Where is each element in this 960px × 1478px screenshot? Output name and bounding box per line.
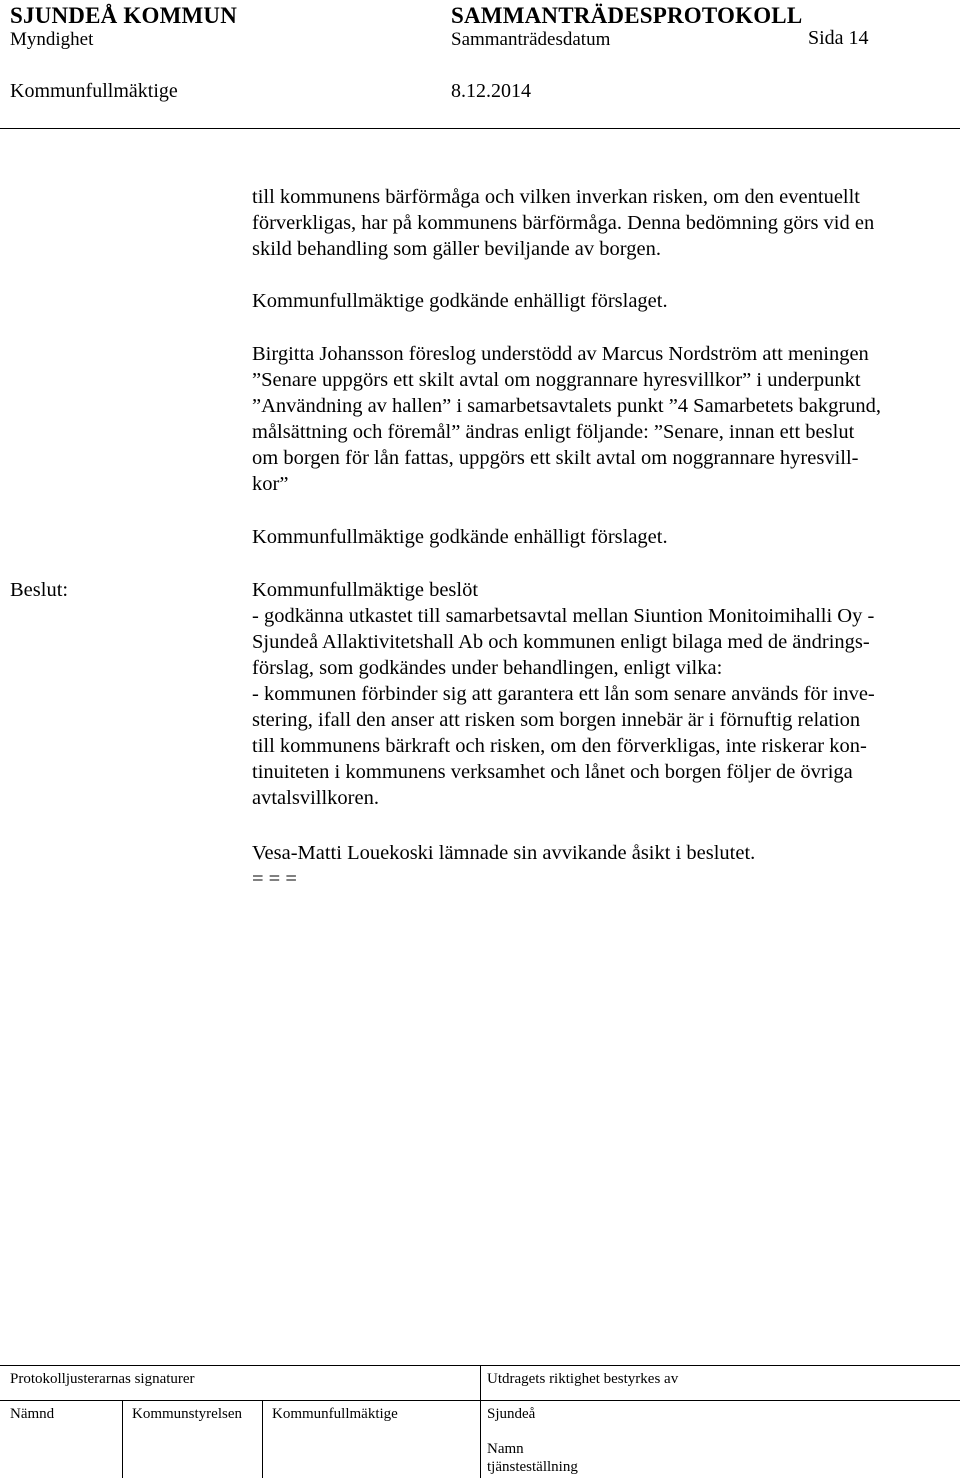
text-line: förverkligas, har på kommunens bärförmåga. Denna bedömning görs vid en [252,212,875,234]
text-line: ”Användning av hallen” i samarbetsavtalets punkt ”4 Samarbetets bakgrund, [252,395,882,417]
page-number: Sida 14 [808,27,869,49]
text-line: avtalsvillkoren. [252,787,379,809]
authority-name: Kommunfullmäktige [10,80,178,102]
footer-col-namnd: Nämnd [10,1406,55,1422]
decision-text [252,577,952,811]
text-line: Birgitta Johansson föreslog understödd av Marcus Nordström att meningen [252,343,869,365]
end-mark: = = = [252,868,297,890]
text-line: tinuiteten i kommunens verksamhet och lånet och borgen följer de övriga [252,761,853,783]
text-line: till kommunens bärkraft och risken, om den förverkligas, inte riskerar kon- [252,735,867,757]
text-line: - kommunen förbinder sig att garantera ett lån som senare används för inve- [252,683,875,705]
text-line: till kommunens bärförmåga och vilken inverkan risken, om den eventuellt [252,186,861,208]
footer-center-divider [480,1365,481,1478]
footer-name-label: Namn [487,1441,524,1457]
approval-text: Kommunfullmäktige godkände enhälligt förslaget. [252,526,668,548]
text-line: skild behandling som gäller beviljande av borgen. [252,238,661,260]
footer-col-kommunfullmaktige: Kommunfullmäktige [272,1406,398,1422]
footer-position-label: tjänsteställning [487,1459,578,1475]
decision-label: Beslut: [10,579,69,601]
signatures-label: Protokolljusterarnas signaturer [10,1371,195,1387]
approval-2 [252,524,952,550]
paragraph-2 [252,341,952,497]
approval-text: Kommunfullmäktige godkände enhälligt förslaget. [252,290,668,312]
paragraph-1 [252,184,952,262]
dissent-text: Vesa-Matti Louekoski lämnade sin avvikande åsikt i beslutet. [252,842,756,864]
dissent-block [252,840,952,892]
footer-col-kommunstyrelsen: Kommunstyrelsen [132,1406,242,1422]
footer-col-sjundea: Sjundeå [487,1406,536,1422]
text-line: Sjundeå Allaktivitetshall Ab och kommunen enligt bilaga med de ändrings- [252,631,870,653]
footer-mid-rule [0,1400,960,1401]
text-line: Kommunfullmäktige beslöt [252,579,479,601]
header-divider [0,128,960,129]
meeting-date: 8.12.2014 [451,80,531,102]
text-line: förslag, som godkändes under behandlingen, enligt vilka: [252,657,723,679]
authority-label: Myndighet [10,29,94,50]
document-type: SAMMANTRÄDESPROTOKOLL [451,3,803,28]
footer-col-divider-2 [262,1400,263,1478]
certified-label: Utdragets riktighet bestyrkes av [487,1371,679,1387]
text-line: - godkänna utkastet till samarbetsavtal mellan Siuntion Monitoimihalli Oy - [252,605,875,627]
text-line: om borgen för lån fattas, uppgörs ett skilt avtal om noggrannare hyresvill- [252,447,859,469]
text-line: stering, ifall den anser att risken som borgen innebär är i förnuftig relation [252,709,861,731]
footer-col-divider-1 [122,1400,123,1478]
text-line: målsättning och föremål” ändras enligt följande: ”Senare, innan ett beslut [252,421,855,443]
text-line: ”Senare uppgörs ett skilt avtal om noggrannare hyresvillkor” i underpunkt [252,369,861,391]
text-line: kor” [252,473,289,495]
org-name: SJUNDEÅ KOMMUN [10,3,238,28]
approval-1 [252,288,952,314]
date-label: Sammanträdesdatum [451,29,611,50]
